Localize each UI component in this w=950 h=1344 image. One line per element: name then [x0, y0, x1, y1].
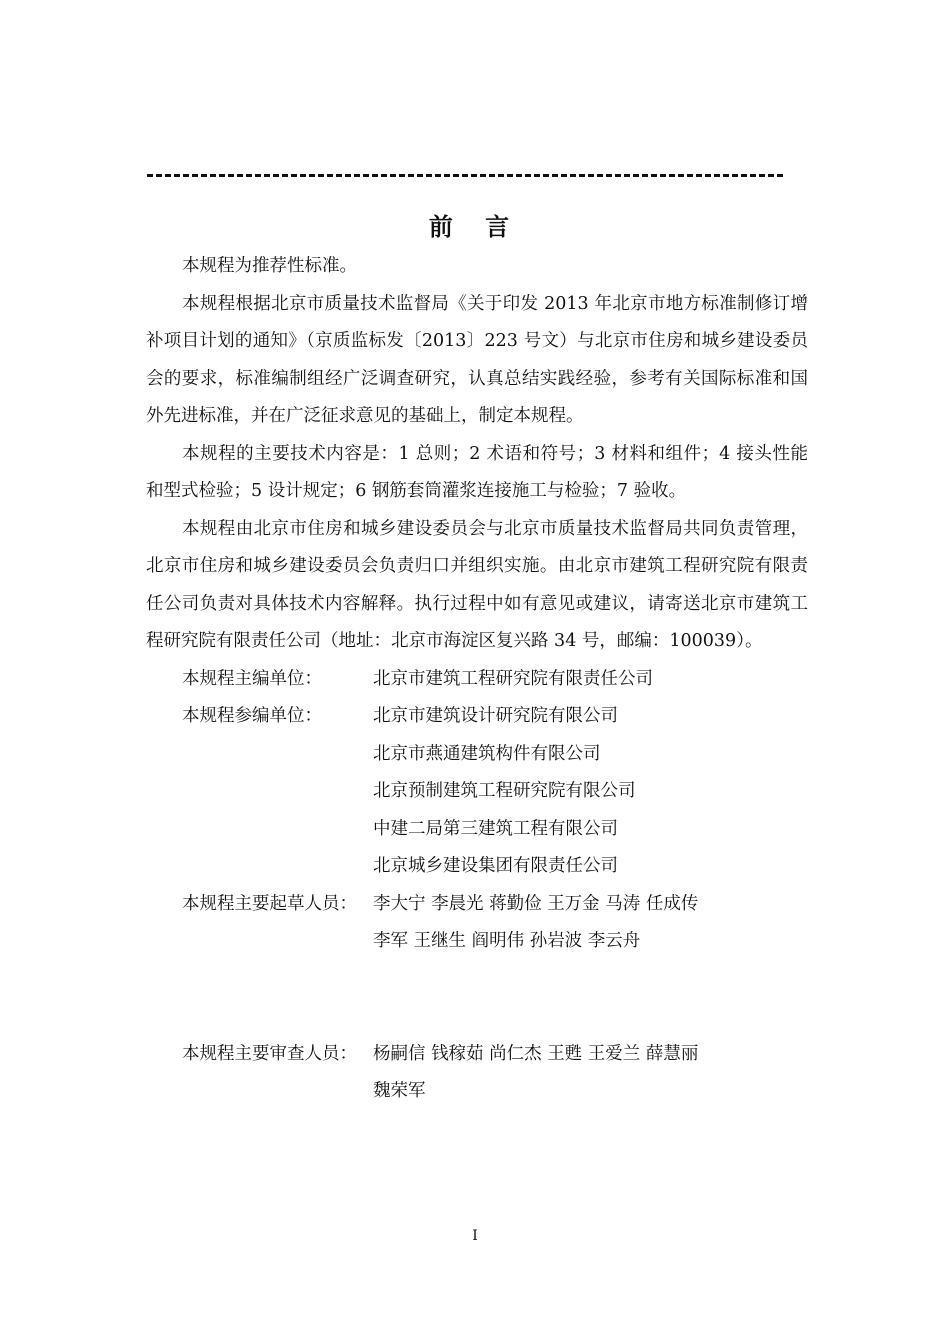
participating-unit: 北京预制建筑工程研究院有限公司 — [373, 781, 636, 801]
participating-units-label: 本规程参编单位： — [182, 706, 322, 726]
drafters-row — [146, 886, 808, 924]
reviewers-label: 本规程主要审查人员： — [182, 1043, 357, 1064]
participating-unit: 北京市建筑设计研究院有限公司 — [373, 706, 618, 726]
paragraph-management: 本规程由北京市住房和城乡建设委员会与北京市质量技术监督局共同负责管理，北京市住房和城乡建设委员会负责归口并组织实施。由北京市建筑工程研究院有限责任公司负责对具体技术内容解释。执行过程中如有意见或建议，请寄送北京市建筑工程研究院有限责任公司（地址：北京市海淀区复兴路 34 号，邮编：100039）。 — [146, 518, 808, 651]
participating-unit-row — [146, 811, 808, 849]
page-number: I — [472, 1228, 478, 1244]
drafters-names: 李军 王继生 阎明伟 孙岩波 李云舟 — [373, 931, 641, 951]
participating-unit: 北京城乡建设集团有限责任公司 — [373, 856, 618, 876]
paragraph-basis: 本规程根据北京市质量技术监督局《关于印发 2013 年北京市地方标准制修订增补项目计划的通知》（京质监标发〔2013〕223 号文）与北京市住房和城乡建设委员会的要求，标准编制组经广泛调查研究，认真总结实践经验，参考有关国际标准和国外先进标准，并在广泛征求意见的基础上，制定本规程。 — [146, 293, 808, 426]
spacer — [146, 961, 808, 1036]
chief-unit-row — [146, 661, 808, 699]
chief-unit-label: 本规程主编单位： — [182, 668, 322, 689]
participating-unit: 北京市燕通建筑构件有限公司 — [373, 743, 601, 764]
participating-unit-row — [146, 773, 808, 811]
header-divider — [147, 174, 783, 177]
participating-unit-row — [146, 698, 808, 736]
page-title: 前 言 — [428, 212, 522, 241]
drafters-row — [146, 923, 808, 961]
drafters-names: 李大宁 李晨光 蒋勤俭 王万金 马涛 任成传 — [373, 893, 699, 914]
reviewers-row — [146, 1036, 808, 1074]
chief-unit-value: 北京市建筑工程研究院有限责任公司 — [373, 668, 653, 689]
participating-unit-row — [146, 848, 808, 886]
reviewers-names: 杨嗣信 钱稼茹 尚仁杰 王甦 王爱兰 薛慧丽 — [373, 1043, 699, 1064]
reviewers-names: 魏荣军 — [373, 1081, 426, 1101]
drafters-label: 本规程主要起草人员： — [182, 893, 357, 914]
participating-unit-row — [146, 736, 808, 774]
paragraph-standard-type: 本规程为推荐性标准。 — [182, 256, 357, 276]
participating-unit: 中建二局第三建筑工程有限公司 — [373, 818, 618, 839]
reviewers-row — [146, 1073, 808, 1111]
paragraph-main-content: 本规程的主要技术内容是：1 总则；2 术语和符号；3 材料和组件；4 接头性能和型式检验；5 设计规定；6 钢筋套筒灌浆连接施工与检验；7 验收。 — [146, 443, 808, 501]
preface-body — [146, 248, 808, 1111]
